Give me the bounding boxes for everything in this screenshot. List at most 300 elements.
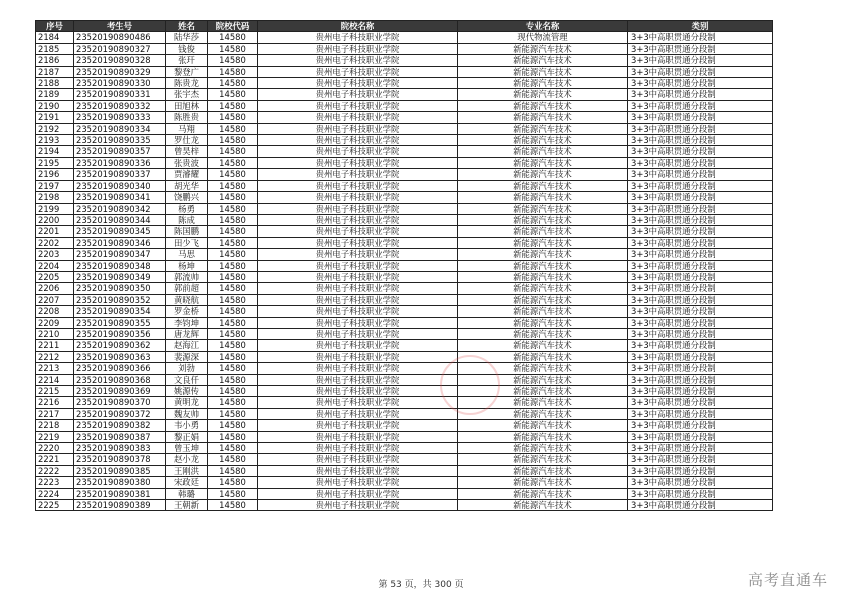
cell-index: 2191 (36, 112, 74, 123)
cell-index: 2214 (36, 374, 74, 385)
cell-major: 现代物流管理 (458, 32, 628, 43)
cell-school-name: 贵州电子科技职业学院 (258, 237, 458, 248)
cell-category: 3+3中高职贯通分段制 (628, 89, 773, 100)
cell-name: 李钧坤 (166, 317, 208, 328)
table-body (36, 32, 773, 511)
cell-major: 新能源汽车技术 (458, 169, 628, 180)
cell-category: 3+3中高职贯通分段制 (628, 123, 773, 134)
cell-category: 3+3中高职贯通分段制 (628, 226, 773, 237)
cell-major: 新能源汽车技术 (458, 180, 628, 191)
cell-exam-id: 23520190890385 (74, 465, 166, 476)
cell-name: 胡光华 (166, 180, 208, 191)
cell-category: 3+3中高职贯通分段制 (628, 55, 773, 66)
cell-name: 张贵波 (166, 157, 208, 168)
cell-major: 新能源汽车技术 (458, 214, 628, 225)
cell-category: 3+3中高职贯通分段制 (628, 100, 773, 111)
table-row (36, 249, 773, 260)
cell-school-code: 14580 (208, 271, 258, 282)
cell-major: 新能源汽车技术 (458, 340, 628, 351)
table-row (36, 226, 773, 237)
cell-name: 陈贵龙 (166, 78, 208, 89)
cell-index: 2216 (36, 397, 74, 408)
table-row (36, 328, 773, 339)
cell-school-code: 14580 (208, 374, 258, 385)
table-row (36, 78, 773, 89)
cell-name: 钱俊 (166, 43, 208, 54)
cell-school-code: 14580 (208, 260, 258, 271)
cell-major: 新能源汽车技术 (458, 306, 628, 317)
cell-school-name: 贵州电子科技职业学院 (258, 328, 458, 339)
cell-school-name: 贵州电子科技职业学院 (258, 420, 458, 431)
cell-school-name: 贵州电子科技职业学院 (258, 100, 458, 111)
watermark-logo: 高考直通车 (747, 571, 828, 589)
header-school-code: 院校代码 (208, 21, 258, 32)
cell-school-code: 14580 (208, 500, 258, 511)
cell-exam-id: 23520190890381 (74, 488, 166, 499)
cell-category: 3+3中高职贯通分段制 (628, 294, 773, 305)
cell-name: 曾玉坤 (166, 443, 208, 454)
cell-exam-id: 23520190890352 (74, 294, 166, 305)
cell-index: 2201 (36, 226, 74, 237)
cell-school-code: 14580 (208, 477, 258, 488)
cell-exam-id: 23520190890378 (74, 454, 166, 465)
cell-category: 3+3中高职贯通分段制 (628, 465, 773, 476)
cell-school-code: 14580 (208, 317, 258, 328)
cell-major: 新能源汽车技术 (458, 112, 628, 123)
cell-school-code: 14580 (208, 488, 258, 499)
header-major: 专业名称 (458, 21, 628, 32)
cell-school-name: 贵州电子科技职业学院 (258, 317, 458, 328)
cell-exam-id: 23520190890329 (74, 66, 166, 77)
cell-index: 2203 (36, 249, 74, 260)
cell-index: 2186 (36, 55, 74, 66)
cell-name: 贾濬耀 (166, 169, 208, 180)
cell-school-name: 贵州电子科技职业学院 (258, 363, 458, 374)
cell-category: 3+3中高职贯通分段制 (628, 146, 773, 157)
table-row (36, 32, 773, 43)
cell-exam-id: 23520190890344 (74, 214, 166, 225)
header-exam-id: 考生号 (74, 21, 166, 32)
cell-major: 新能源汽车技术 (458, 78, 628, 89)
cell-school-code: 14580 (208, 408, 258, 419)
cell-school-name: 贵州电子科技职业学院 (258, 180, 458, 191)
cell-exam-id: 23520190890383 (74, 443, 166, 454)
cell-name: 魏友帅 (166, 408, 208, 419)
cell-index: 2188 (36, 78, 74, 89)
cell-school-name: 贵州电子科技职业学院 (258, 214, 458, 225)
cell-exam-id: 23520190890350 (74, 283, 166, 294)
table-row (36, 43, 773, 54)
cell-category: 3+3中高职贯通分段制 (628, 488, 773, 499)
cell-major: 新能源汽车技术 (458, 454, 628, 465)
cell-name: 曾昊梓 (166, 146, 208, 157)
cell-major: 新能源汽车技术 (458, 408, 628, 419)
cell-category: 3+3中高职贯通分段制 (628, 283, 773, 294)
cell-category: 3+3中高职贯通分段制 (628, 351, 773, 362)
cell-major: 新能源汽车技术 (458, 351, 628, 362)
cell-exam-id: 23520190890342 (74, 203, 166, 214)
seal-stamp (440, 355, 500, 415)
cell-category: 3+3中高职贯通分段制 (628, 271, 773, 282)
cell-major: 新能源汽车技术 (458, 374, 628, 385)
cell-school-name: 贵州电子科技职业学院 (258, 55, 458, 66)
table-row (36, 271, 773, 282)
cell-category: 3+3中高职贯通分段制 (628, 32, 773, 43)
cell-school-code: 14580 (208, 135, 258, 146)
cell-category: 3+3中高职贯通分段制 (628, 135, 773, 146)
table-row (36, 386, 773, 397)
cell-index: 2220 (36, 443, 74, 454)
table-row (36, 397, 773, 408)
cell-name: 郭流帅 (166, 271, 208, 282)
table-row (36, 135, 773, 146)
cell-name: 张玕 (166, 55, 208, 66)
cell-major: 新能源汽车技术 (458, 317, 628, 328)
cell-school-code: 14580 (208, 465, 258, 476)
cell-name: 裴源深 (166, 351, 208, 362)
cell-major: 新能源汽车技术 (458, 500, 628, 511)
cell-major: 新能源汽车技术 (458, 249, 628, 260)
cell-school-code: 14580 (208, 283, 258, 294)
cell-school-name: 贵州电子科技职业学院 (258, 454, 458, 465)
table-row (36, 89, 773, 100)
cell-index: 2222 (36, 465, 74, 476)
cell-major: 新能源汽车技术 (458, 271, 628, 282)
cell-school-name: 贵州电子科技职业学院 (258, 89, 458, 100)
cell-name: 陆华莎 (166, 32, 208, 43)
cell-school-name: 贵州电子科技职业学院 (258, 169, 458, 180)
cell-school-code: 14580 (208, 351, 258, 362)
cell-exam-id: 23520190890327 (74, 43, 166, 54)
cell-major: 新能源汽车技术 (458, 89, 628, 100)
cell-category: 3+3中高职贯通分段制 (628, 477, 773, 488)
cell-index: 2208 (36, 306, 74, 317)
cell-index: 2198 (36, 192, 74, 203)
cell-school-code: 14580 (208, 420, 258, 431)
cell-major: 新能源汽车技术 (458, 55, 628, 66)
cell-school-code: 14580 (208, 192, 258, 203)
table-row (36, 340, 773, 351)
cell-school-code: 14580 (208, 123, 258, 134)
cell-exam-id: 23520190890370 (74, 397, 166, 408)
cell-major: 新能源汽车技术 (458, 192, 628, 203)
header-name: 姓名 (166, 21, 208, 32)
cell-exam-id: 23520190890356 (74, 328, 166, 339)
table-row (36, 112, 773, 123)
cell-category: 3+3中高职贯通分段制 (628, 443, 773, 454)
cell-major: 新能源汽车技术 (458, 100, 628, 111)
table-row (36, 237, 773, 248)
cell-index: 2199 (36, 203, 74, 214)
cell-name: 黄明龙 (166, 397, 208, 408)
cell-exam-id: 23520190890336 (74, 157, 166, 168)
table-row (36, 294, 773, 305)
cell-school-code: 14580 (208, 180, 258, 191)
cell-school-name: 贵州电子科技职业学院 (258, 112, 458, 123)
cell-category: 3+3中高职贯通分段制 (628, 328, 773, 339)
cell-index: 2205 (36, 271, 74, 282)
cell-exam-id: 23520190890340 (74, 180, 166, 191)
table-row (36, 443, 773, 454)
table-row (36, 55, 773, 66)
table-row (36, 100, 773, 111)
cell-name: 田旭林 (166, 100, 208, 111)
cell-category: 3+3中高职贯通分段制 (628, 192, 773, 203)
cell-index: 2197 (36, 180, 74, 191)
cell-exam-id: 23520190890362 (74, 340, 166, 351)
cell-school-name: 贵州电子科技职业学院 (258, 271, 458, 282)
cell-name: 赵海江 (166, 340, 208, 351)
cell-index: 2206 (36, 283, 74, 294)
cell-index: 2219 (36, 431, 74, 442)
cell-name: 杨坤 (166, 260, 208, 271)
cell-school-name: 贵州电子科技职业学院 (258, 135, 458, 146)
cell-index: 2215 (36, 386, 74, 397)
cell-category: 3+3中高职贯通分段制 (628, 420, 773, 431)
table-row (36, 203, 773, 214)
admission-list (35, 20, 772, 511)
cell-category: 3+3中高职贯通分段制 (628, 386, 773, 397)
cell-school-code: 14580 (208, 32, 258, 43)
table-row (36, 123, 773, 134)
cell-school-name: 贵州电子科技职业学院 (258, 66, 458, 77)
cell-category: 3+3中高职贯通分段制 (628, 454, 773, 465)
cell-major: 新能源汽车技术 (458, 397, 628, 408)
cell-exam-id: 23520190890363 (74, 351, 166, 362)
cell-index: 2195 (36, 157, 74, 168)
cell-major: 新能源汽车技术 (458, 420, 628, 431)
cell-major: 新能源汽车技术 (458, 386, 628, 397)
table-header-row (36, 21, 773, 32)
cell-category: 3+3中高职贯通分段制 (628, 374, 773, 385)
cell-school-code: 14580 (208, 340, 258, 351)
cell-category: 3+3中高职贯通分段制 (628, 249, 773, 260)
cell-index: 2192 (36, 123, 74, 134)
cell-school-code: 14580 (208, 214, 258, 225)
table-row (36, 317, 773, 328)
table-row (36, 488, 773, 499)
cell-exam-id: 23520190890345 (74, 226, 166, 237)
cell-school-name: 贵州电子科技职业学院 (258, 294, 458, 305)
cell-exam-id: 23520190890335 (74, 135, 166, 146)
cell-school-name: 贵州电子科技职业学院 (258, 43, 458, 54)
cell-major: 新能源汽车技术 (458, 203, 628, 214)
cell-index: 2218 (36, 420, 74, 431)
cell-major: 新能源汽车技术 (458, 431, 628, 442)
cell-school-name: 贵州电子科技职业学院 (258, 146, 458, 157)
cell-name: 张宇杰 (166, 89, 208, 100)
cell-category: 3+3中高职贯通分段制 (628, 157, 773, 168)
cell-school-name: 贵州电子科技职业学院 (258, 408, 458, 419)
cell-index: 2210 (36, 328, 74, 339)
cell-school-name: 贵州电子科技职业学院 (258, 374, 458, 385)
cell-school-name: 贵州电子科技职业学院 (258, 306, 458, 317)
cell-exam-id: 23520190890341 (74, 192, 166, 203)
cell-index: 2209 (36, 317, 74, 328)
cell-school-code: 14580 (208, 431, 258, 442)
table-row (36, 465, 773, 476)
table-row (36, 374, 773, 385)
cell-major: 新能源汽车技术 (458, 477, 628, 488)
cell-index: 2194 (36, 146, 74, 157)
cell-school-code: 14580 (208, 43, 258, 54)
cell-school-name: 贵州电子科技职业学院 (258, 32, 458, 43)
cell-name: 马思 (166, 249, 208, 260)
cell-exam-id: 23520190890357 (74, 146, 166, 157)
cell-name: 王刚洪 (166, 465, 208, 476)
table-row (36, 477, 773, 488)
cell-major: 新能源汽车技术 (458, 294, 628, 305)
cell-index: 2213 (36, 363, 74, 374)
cell-school-name: 贵州电子科技职业学院 (258, 203, 458, 214)
cell-index: 2200 (36, 214, 74, 225)
table-row (36, 260, 773, 271)
cell-exam-id: 23520190890354 (74, 306, 166, 317)
cell-name: 杨勇 (166, 203, 208, 214)
cell-category: 3+3中高职贯通分段制 (628, 306, 773, 317)
cell-school-name: 贵州电子科技职业学院 (258, 386, 458, 397)
cell-school-code: 14580 (208, 363, 258, 374)
cell-school-code: 14580 (208, 66, 258, 77)
cell-school-code: 14580 (208, 203, 258, 214)
cell-major: 新能源汽车技术 (458, 283, 628, 294)
cell-exam-id: 23520190890331 (74, 89, 166, 100)
cell-major: 新能源汽车技术 (458, 135, 628, 146)
cell-exam-id: 23520190890382 (74, 420, 166, 431)
cell-school-name: 贵州电子科技职业学院 (258, 260, 458, 271)
cell-name: 罗仕龙 (166, 135, 208, 146)
table-row (36, 283, 773, 294)
cell-school-code: 14580 (208, 100, 258, 111)
cell-school-name: 贵州电子科技职业学院 (258, 157, 458, 168)
cell-school-name: 贵州电子科技职业学院 (258, 443, 458, 454)
cell-school-code: 14580 (208, 237, 258, 248)
cell-exam-id: 23520190890387 (74, 431, 166, 442)
cell-name: 文良仟 (166, 374, 208, 385)
cell-exam-id: 23520190890332 (74, 100, 166, 111)
table-row (36, 363, 773, 374)
cell-name: 郭前超 (166, 283, 208, 294)
cell-name: 陈成 (166, 214, 208, 225)
cell-name: 陈胜贵 (166, 112, 208, 123)
cell-exam-id: 23520190890348 (74, 260, 166, 271)
cell-name: 马翔 (166, 123, 208, 134)
cell-name: 王朝新 (166, 500, 208, 511)
cell-index: 2187 (36, 66, 74, 77)
cell-major: 新能源汽车技术 (458, 363, 628, 374)
cell-exam-id: 23520190890355 (74, 317, 166, 328)
table-row (36, 169, 773, 180)
cell-school-name: 贵州电子科技职业学院 (258, 488, 458, 499)
cell-exam-id: 23520190890330 (74, 78, 166, 89)
cell-school-name: 贵州电子科技职业学院 (258, 465, 458, 476)
cell-school-code: 14580 (208, 89, 258, 100)
cell-name: 罗金桥 (166, 306, 208, 317)
cell-name: 宋政廷 (166, 477, 208, 488)
cell-name: 赵小龙 (166, 454, 208, 465)
cell-index: 2196 (36, 169, 74, 180)
cell-school-name: 贵州电子科技职业学院 (258, 123, 458, 134)
cell-school-code: 14580 (208, 454, 258, 465)
cell-school-code: 14580 (208, 78, 258, 89)
cell-index: 2224 (36, 488, 74, 499)
cell-category: 3+3中高职贯通分段制 (628, 66, 773, 77)
cell-exam-id: 23520190890334 (74, 123, 166, 134)
cell-index: 2202 (36, 237, 74, 248)
cell-category: 3+3中高职贯通分段制 (628, 237, 773, 248)
cell-school-code: 14580 (208, 55, 258, 66)
table-row (36, 420, 773, 431)
cell-index: 2184 (36, 32, 74, 43)
cell-exam-id: 23520190890346 (74, 237, 166, 248)
cell-school-code: 14580 (208, 397, 258, 408)
cell-index: 2223 (36, 477, 74, 488)
cell-major: 新能源汽车技术 (458, 226, 628, 237)
cell-category: 3+3中高职贯通分段制 (628, 112, 773, 123)
cell-school-name: 贵州电子科技职业学院 (258, 340, 458, 351)
cell-index: 2204 (36, 260, 74, 271)
cell-school-code: 14580 (208, 443, 258, 454)
cell-category: 3+3中高职贯通分段制 (628, 78, 773, 89)
table-row (36, 408, 773, 419)
cell-school-name: 贵州电子科技职业学院 (258, 477, 458, 488)
cell-school-name: 贵州电子科技职业学院 (258, 397, 458, 408)
cell-index: 2185 (36, 43, 74, 54)
cell-category: 3+3中高职贯通分段制 (628, 203, 773, 214)
table-row (36, 157, 773, 168)
cell-name: 饶鹏兴 (166, 192, 208, 203)
cell-index: 2221 (36, 454, 74, 465)
cell-major: 新能源汽车技术 (458, 43, 628, 54)
table-row (36, 431, 773, 442)
cell-category: 3+3中高职贯通分段制 (628, 340, 773, 351)
cell-school-name: 贵州电子科技职业学院 (258, 226, 458, 237)
cell-school-code: 14580 (208, 328, 258, 339)
cell-category: 3+3中高职贯通分段制 (628, 431, 773, 442)
table-row (36, 500, 773, 511)
cell-exam-id: 23520190890349 (74, 271, 166, 282)
cell-major: 新能源汽车技术 (458, 237, 628, 248)
cell-index: 2207 (36, 294, 74, 305)
cell-category: 3+3中高职贯通分段制 (628, 214, 773, 225)
cell-category: 3+3中高职贯通分段制 (628, 43, 773, 54)
cell-major: 新能源汽车技术 (458, 488, 628, 499)
cell-major: 新能源汽车技术 (458, 146, 628, 157)
table-row (36, 146, 773, 157)
cell-school-name: 贵州电子科技职业学院 (258, 431, 458, 442)
cell-school-code: 14580 (208, 294, 258, 305)
cell-category: 3+3中高职贯通分段制 (628, 500, 773, 511)
cell-index: 2211 (36, 340, 74, 351)
cell-category: 3+3中高职贯通分段制 (628, 397, 773, 408)
cell-name: 刘勃 (166, 363, 208, 374)
cell-school-code: 14580 (208, 146, 258, 157)
cell-name: 田少飞 (166, 237, 208, 248)
admission-table (35, 20, 773, 511)
cell-name: 陈国鹏 (166, 226, 208, 237)
table-row (36, 192, 773, 203)
cell-exam-id: 23520190890333 (74, 112, 166, 123)
cell-major: 新能源汽车技术 (458, 443, 628, 454)
cell-name: 韩璐 (166, 488, 208, 499)
page-footer: 第 53 页，共 300 页 (378, 580, 464, 590)
cell-exam-id: 23520190890380 (74, 477, 166, 488)
cell-school-name: 贵州电子科技职业学院 (258, 351, 458, 362)
cell-exam-id: 23520190890372 (74, 408, 166, 419)
cell-index: 2217 (36, 408, 74, 419)
cell-school-code: 14580 (208, 112, 258, 123)
cell-school-code: 14580 (208, 306, 258, 317)
